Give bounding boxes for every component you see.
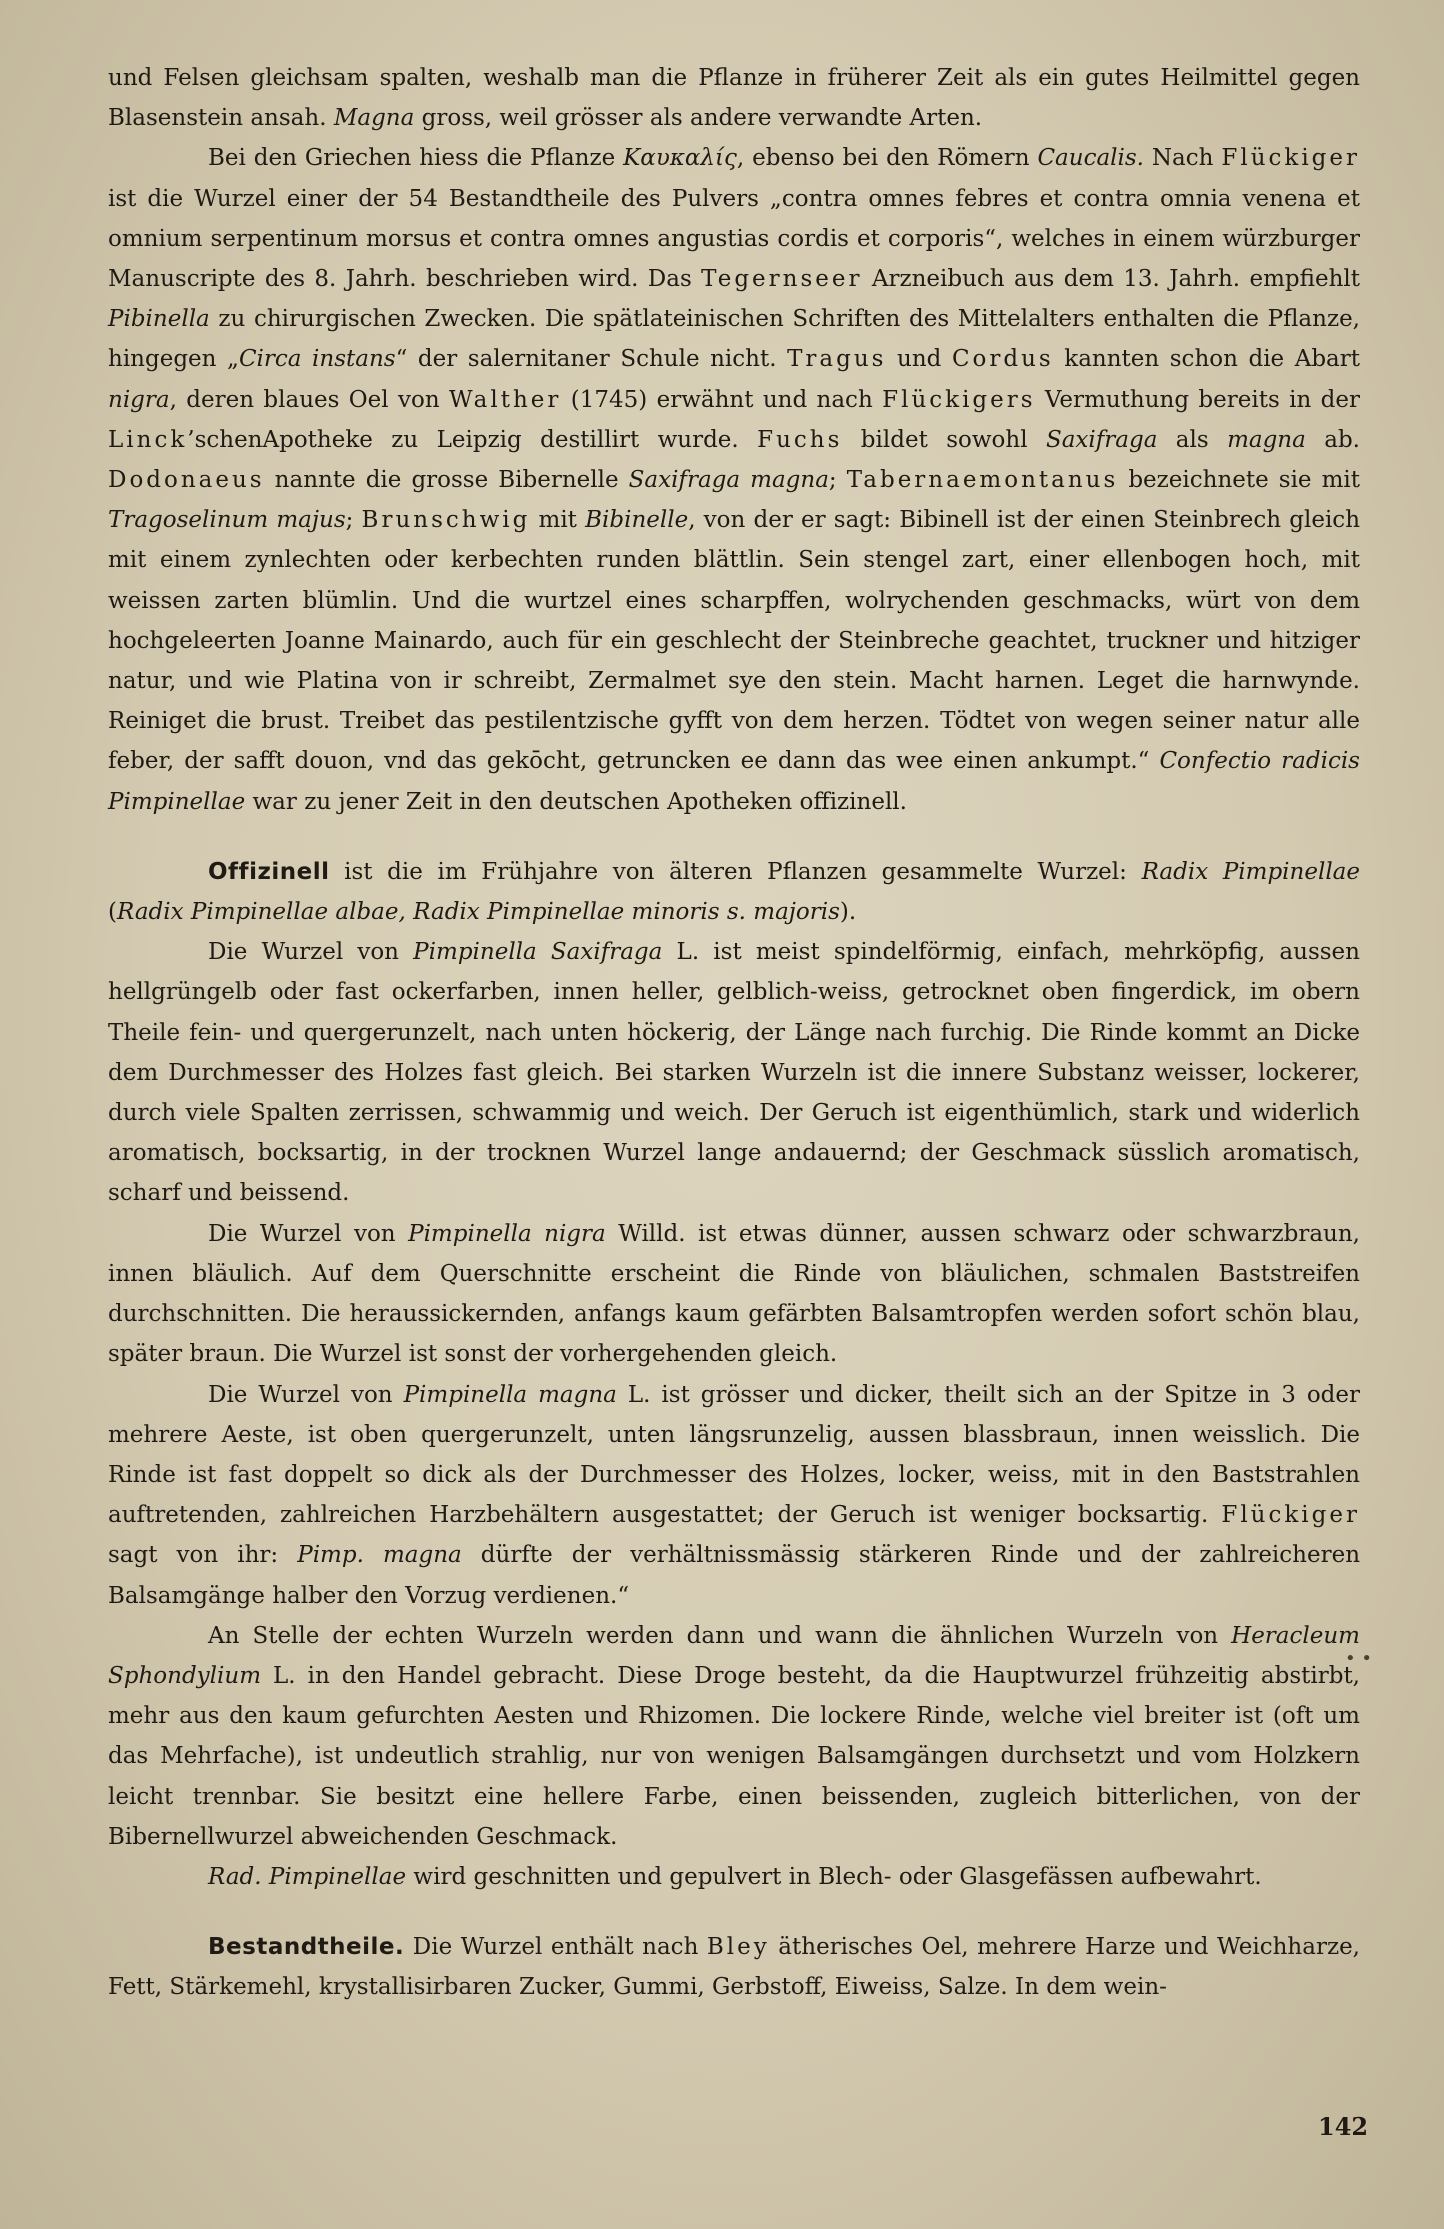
text-run: ist die im Frühjahre von älteren Pflanzen gesammelte Wurzel: bbox=[329, 858, 1142, 885]
text-run: ; bbox=[345, 507, 362, 534]
paragraph-continuation bbox=[108, 58, 1360, 138]
text-run: ab. bbox=[1305, 426, 1360, 453]
spaced-name: Bley bbox=[706, 1934, 770, 1961]
italic-term: Radix Pimpinellae albae, Radix Pimpinellae minoris s. majoris bbox=[116, 899, 840, 926]
italic-term: Radix Pimpinellae bbox=[1141, 858, 1360, 885]
italic-term: Saxifraga bbox=[1045, 426, 1158, 453]
text-run: gross, weil grösser als andere verwandte Arten. bbox=[414, 105, 983, 132]
spaced-name: Linck bbox=[108, 426, 188, 453]
spaced-name: Tabernaemontanus bbox=[846, 467, 1119, 494]
page-number: 142 bbox=[1318, 2112, 1369, 2141]
paragraph-magna bbox=[108, 1375, 1360, 1616]
paragraph-saxifraga bbox=[108, 932, 1360, 1213]
text-run: Vermuthung bereits in der bbox=[1035, 386, 1360, 413]
text-run: “ der salernitaner Schule nicht. bbox=[395, 346, 788, 373]
text-run: ist die Wurzel einer der 54 Bestandtheile des Pulvers „contra omnes febres et contra omnia venena et omnium serpentinum morsus et contra omnes angustias cordis et corporis“, welches in einem würzburger Manuscripte des 8. Jahrh. beschrieben wird. Das bbox=[108, 185, 1360, 293]
text-run: sagt von ihr: bbox=[108, 1542, 298, 1569]
text-run: , deren blaues Oel von bbox=[169, 386, 449, 413]
section-heading: Bestandtheile. bbox=[208, 1934, 405, 1961]
italic-term: Heracleum Sphondylium bbox=[108, 1622, 1360, 1689]
italic-term: Rad. Pimpinellae bbox=[208, 1863, 407, 1890]
spaced-name: Fuchs bbox=[757, 426, 843, 453]
text-run: Bei den Griechen hiess die Pflanze bbox=[208, 145, 624, 172]
text-run: und Felsen gleichsam spalten, weshalb man die Pflanze in früherer Zeit als ein gutes Heilmittel gegen Blasenstein ansah. bbox=[108, 65, 1360, 132]
italic-term: nigra bbox=[108, 386, 170, 413]
text-run: , von der er sagt: Bibinell ist der einen Steinbrech gleich mit einem zynlechten oder kerbechten runden blättlin. Sein stengel zart, einer ellenbogen hoch, mit weissen zarten blümlin. Und die wurtzel eines scharpffen, wolrychenden geschmacks, würt von dem hochgeleerten Joanne Mainardo, auch für ein geschlecht der Steinbreche geachtet, truckner und hitziger natur, und wie Platina von ir schreibt, Zermalmet sye den stein. Macht harnen. Leget die harnwynde. Reiniget die brust. Treibet das pestilentzische gyfft von dem herzen. Tödtet von wegen seiner natur alle feber, der safft douon, vnd das gekōcht, getruncken ee dann das wee einen ankumpt.“ bbox=[108, 507, 1361, 775]
spaced-name: Cordus bbox=[951, 346, 1054, 373]
text-run: L. ist meist spindelförmig, einfach, mehrköpfig, aussen hellgrüngelb oder fast ockerfarben, innen heller, gelblich-weiss, getrocknet oben fingerdick, im obern Theile fein- und quergerunzelt, nach unten höckerig, der Länge nach furchig. Die Rinde kommt an Dicke dem Durchmesser des Holzes fast gleich. Bei starken Wurzeln ist die innere Substanz weisser, lockerer, durch viele Spalten zerrissen, schwammig und weich. Der Geruch ist eigenthümlich, stark und widerlich aromatisch, bocksartig, in der trocknen Wurzel lange andauernd; der Geschmack süsslich aromatisch, scharf und beissend. bbox=[108, 939, 1360, 1207]
text-run: Arzneibuch aus dem 13. Jahrh. empfiehlt bbox=[862, 266, 1360, 293]
text-run: bildet sowohl bbox=[842, 426, 1046, 453]
italic-term: magna bbox=[1227, 426, 1306, 453]
text-run: An Stelle der echten Wurzeln werden dann und wann die ähnlichen Wurzeln von bbox=[208, 1622, 1232, 1649]
paragraph-nigra bbox=[108, 1214, 1360, 1375]
spaced-name: Flückiger bbox=[1221, 1502, 1360, 1529]
text-run: nannte die grosse Bibernelle bbox=[264, 467, 629, 494]
italic-term: Tragoselinum majus bbox=[108, 507, 346, 534]
italic-term: Magna bbox=[333, 105, 415, 132]
text-run: als bbox=[1157, 426, 1228, 453]
text-run: Willd. ist etwas dünner, aussen schwarz oder schwarzbraun, innen bläulich. Auf dem Querschnitte erscheint die Rinde von bläulichen, schmalen Baststreifen durchschnitten. Die heraussickernden, anfangs kaum gefärbten Balsamtropfen werden sofort schön blau, später braun. Die Wurzel ist sonst der vorhergehenden gleich. bbox=[108, 1220, 1360, 1368]
spaced-name: Tegernseer bbox=[701, 266, 863, 293]
text-run: dürfte der verhältnissmässig stärkeren Rinde und der zahlreicheren Balsamgänge halber den Vorzug verdienen.“ bbox=[108, 1542, 1361, 1609]
spaced-name: Flückigers bbox=[882, 386, 1036, 413]
spaced-name: Tragus bbox=[787, 346, 887, 373]
text-run: Die Wurzel von bbox=[208, 1381, 404, 1408]
greek-term: Καυκαλίς bbox=[623, 145, 737, 172]
italic-term: Caucalis. bbox=[1037, 145, 1144, 172]
text-run: Die Wurzel von bbox=[208, 1220, 409, 1247]
text-run: (1745) erwähnt und nach bbox=[561, 386, 883, 413]
text-run: ( bbox=[108, 899, 117, 926]
text-run: mit bbox=[530, 507, 586, 534]
text-run: Die Wurzel enthält nach bbox=[404, 1934, 707, 1961]
italic-term: Pibinella bbox=[108, 306, 210, 333]
text-run: L. in den Handel gebracht. Diese Droge besteht, da die Hauptwurzel frühzeitig abstirbt, mehr aus den kaum gefurchten Aesten und Rhizomen. Die lockere Rinde, welche viel breiter ist (oft um das Mehrfache), ist undeutlich strahlig, nur von wenigen Balsamgängen durchsetzt und vom Holzkern leicht trennbar. Sie besitzt eine hellere Farbe, einen beissenden, zugleich bitterlichen, von der Bibernellwurzel abweichenden Geschmack. bbox=[108, 1662, 1360, 1850]
text-run: wird geschnitten und gepulvert in Blech- oder Glasgefässen aufbewahrt. bbox=[406, 1863, 1262, 1890]
text-run: Die Wurzel von bbox=[208, 939, 414, 966]
italic-term: Pimp. magna bbox=[297, 1542, 462, 1569]
spaced-name: Dodonaeus bbox=[108, 467, 265, 494]
margin-mark: • • bbox=[1345, 1648, 1372, 1669]
italic-term: Pimpinella nigra bbox=[408, 1220, 606, 1247]
text-run: kannten schon die Abart bbox=[1053, 346, 1360, 373]
text-run: ). bbox=[839, 899, 857, 926]
text-run: zu chirurgischen Zwecken. Die spätlateinischen Schriften des Mittelalters enthalten die Pflanze, hingegen „ bbox=[108, 306, 1360, 373]
paragraph-storage bbox=[108, 1857, 1360, 1897]
italic-term: Saxifraga magna bbox=[628, 467, 829, 494]
text-run: bezeichnete sie mit bbox=[1118, 467, 1360, 494]
page-body bbox=[108, 58, 1360, 2008]
italic-term: Confectio radicis Pimpinellae bbox=[108, 748, 1360, 815]
text-run: ätherisches Oel, mehrere Harze und Weichharze, Fett, Stärkemehl, krystallisirbaren Zucker, Gummi, Gerbstoff, Eiweiss, Salze. In dem wein- bbox=[108, 1934, 1360, 2001]
spaced-name: Brunschwig bbox=[361, 507, 531, 534]
section-bestandtheile bbox=[108, 1927, 1360, 2007]
italic-term: Circa instans bbox=[238, 346, 396, 373]
text-run: war zu jener Zeit in den deutschen Apotheken offizinell. bbox=[245, 788, 907, 815]
paragraph-heracleum bbox=[108, 1616, 1360, 1857]
section-offizinell bbox=[108, 852, 1360, 932]
italic-term: Pimpinella magna bbox=[403, 1381, 617, 1408]
text-run: Nach bbox=[1144, 145, 1222, 172]
text-run: L. ist grösser und dicker, theilt sich an der Spitze in 3 oder mehrere Aeste, ist oben quergerunzelt, unten längsrunzelig, aussen blassbraun, innen weisslich. Die Rinde ist fast doppelt so dick als der Durchmesser des Holzes, locker, weiss, mit in den Baststrahlen auftretenden, zahlreichen Harzbehältern ausgestattet; der Geruch ist weniger bocksartig. bbox=[108, 1381, 1360, 1529]
paragraph-history bbox=[108, 138, 1360, 821]
text-run: und bbox=[886, 346, 952, 373]
text-run: ; bbox=[828, 467, 847, 494]
spaced-name: Flückiger bbox=[1221, 145, 1361, 172]
section-heading: Offizinell bbox=[208, 858, 330, 885]
spaced-name: Walther bbox=[449, 386, 562, 413]
italic-term: Pimpinella Saxifraga bbox=[413, 939, 663, 966]
text-run: ’schenApotheke zu Leipzig destillirt wurde. bbox=[187, 426, 758, 453]
text-run: , ebenso bei den Römern bbox=[736, 145, 1038, 172]
italic-term: Bibinelle bbox=[585, 507, 689, 534]
